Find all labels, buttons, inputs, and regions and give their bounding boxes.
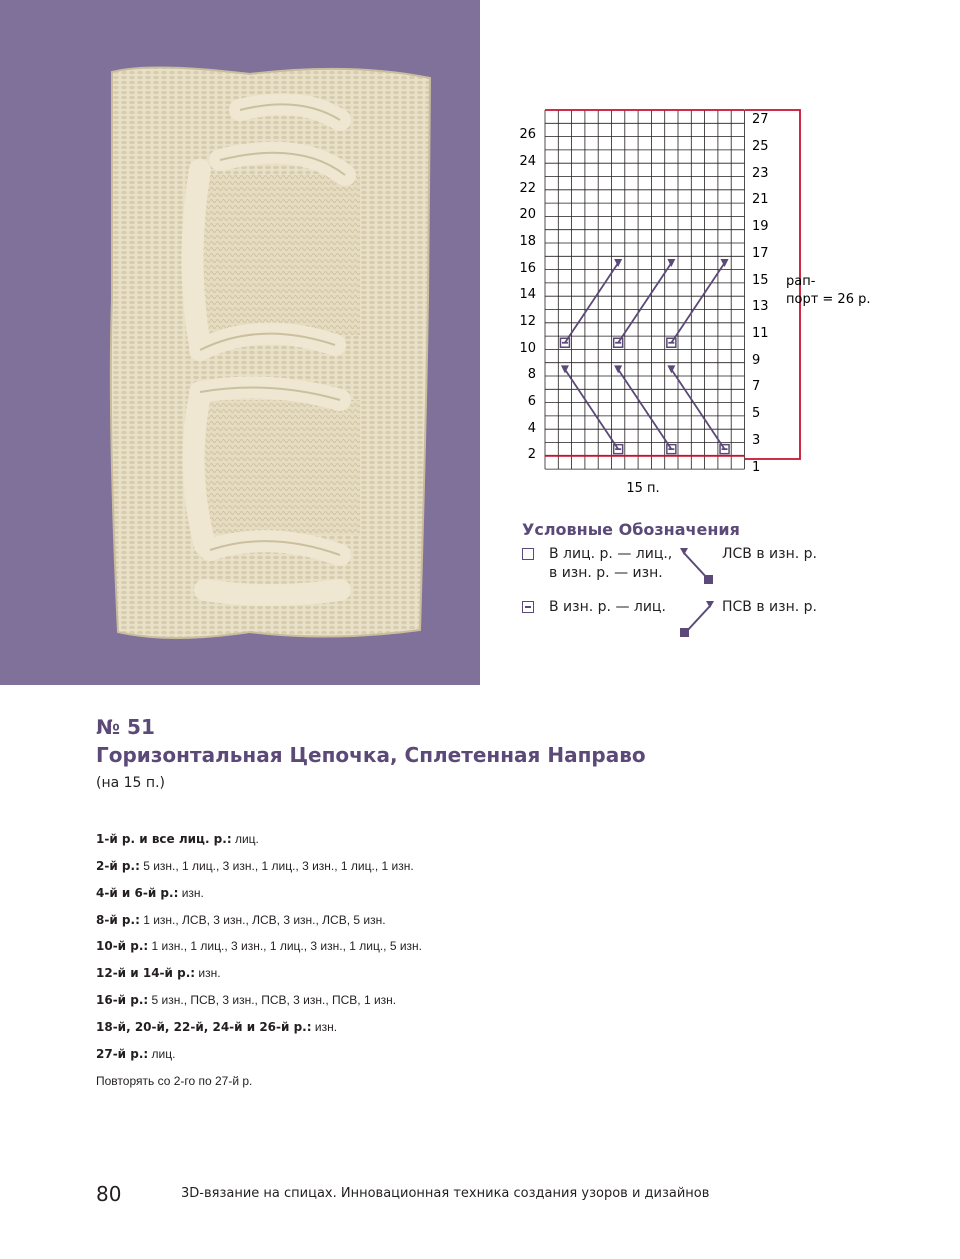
chart-left-labels [519,127,536,462]
repeat-label-line1: рап- [786,274,816,289]
legend-knit-line2: в изн. р. — изн. [549,565,663,581]
row-label-18: 18 [519,234,536,249]
row-label-24: 24 [519,154,536,169]
pattern-number: № 51 [96,715,155,739]
legend-lcross: ЛСВ в изн. р. [722,546,817,562]
knitted-sample-photo [0,0,480,685]
right-cross-icon [676,598,720,642]
row-label-1: 1 [752,460,761,475]
row-label-17: 17 [752,246,769,261]
instruction-row: 27-й р.: лиц. [96,1047,176,1061]
row-label-5: 5 [752,406,761,421]
knitting-chart [500,100,900,500]
row-label-27: 27 [752,112,769,127]
legend-title: Условные Обозначения [522,520,740,539]
cable-travel-line [671,369,724,449]
row-label-21: 21 [752,192,769,207]
cable-travel-line [618,263,671,343]
pattern-subtitle: (на 15 п.) [96,775,165,791]
row-label-11: 11 [752,326,769,341]
row-label-2: 2 [527,447,536,462]
cable-travel-line [565,263,618,343]
row-label-16: 16 [519,261,536,276]
row-label-22: 22 [519,181,536,196]
row-label-4: 4 [527,421,536,436]
legend-purl: В изн. р. — лиц. [549,599,666,615]
cable-travel-line [565,369,618,449]
chart-symbols [560,259,729,454]
row-label-23: 23 [752,166,769,181]
row-label-9: 9 [752,353,761,368]
instruction-row: 12-й и 14-й р.: изн. [96,966,221,980]
instruction-row: 16-й р.: 5 изн., ПСВ, 3 изн., ПСВ, 3 изн., ПСВ, 1 изн. [96,993,397,1007]
row-label-14: 14 [519,287,536,302]
pattern-title: Горизонтальная Цепочка, Сплетенная Направо [96,743,646,767]
row-label-10: 10 [519,341,536,356]
page-number: 80 [96,1182,122,1206]
row-label-26: 26 [519,127,536,142]
chart-grid [545,110,745,469]
row-label-20: 20 [519,207,536,222]
row-label-15: 15 [752,273,769,288]
cable-travel-line [618,369,671,449]
row-label-13: 13 [752,299,769,314]
row-label-7: 7 [752,379,761,394]
row-label-8: 8 [527,367,536,382]
repeat-label-line2: порт = 26 р. [786,292,871,307]
instruction-row: 4-й и 6-й р.: изн. [96,886,204,900]
instruction-row: 1-й р. и все лиц. р.: лиц. [96,832,259,846]
row-label-6: 6 [527,394,536,409]
book-title-footer: 3D-вязание на спицах. Инновационная техника создания узоров и дизайнов [181,1186,710,1201]
instruction-row: 10-й р.: 1 изн., 1 лиц., 3 изн., 1 лиц., 3 изн., 1 лиц., 5 изн. [96,939,423,953]
chart-right-labels [752,112,769,475]
purl-symbol-icon [522,601,534,613]
legend-knit-line1: В лиц. р. — лиц., [549,546,673,562]
row-label-25: 25 [752,139,769,154]
cable-travel-line [671,263,724,343]
row-label-19: 19 [752,219,769,234]
row-label-12: 12 [519,314,536,329]
instruction-row: 18-й, 20-й, 22-й, 24-й и 26-й р.: изн. [96,1020,338,1034]
instruction-row: 8-й р.: 1 изн., ЛСВ, 3 изн., ЛСВ, 3 изн., ЛСВ, 5 изн. [96,913,386,927]
stitch-count-label: 15 п. [626,481,660,496]
repeat-note: Повторять со 2-го по 27-й р. [96,1074,253,1088]
instruction-row: 2-й р.: 5 изн., 1 лиц., 3 изн., 1 лиц., 3 изн., 1 лиц., 1 изн. [96,859,414,873]
row-label-3: 3 [752,433,761,448]
knit-symbol-icon [522,548,534,560]
left-cross-icon [676,545,720,589]
legend-rcross: ПСВ в изн. р. [722,599,817,615]
